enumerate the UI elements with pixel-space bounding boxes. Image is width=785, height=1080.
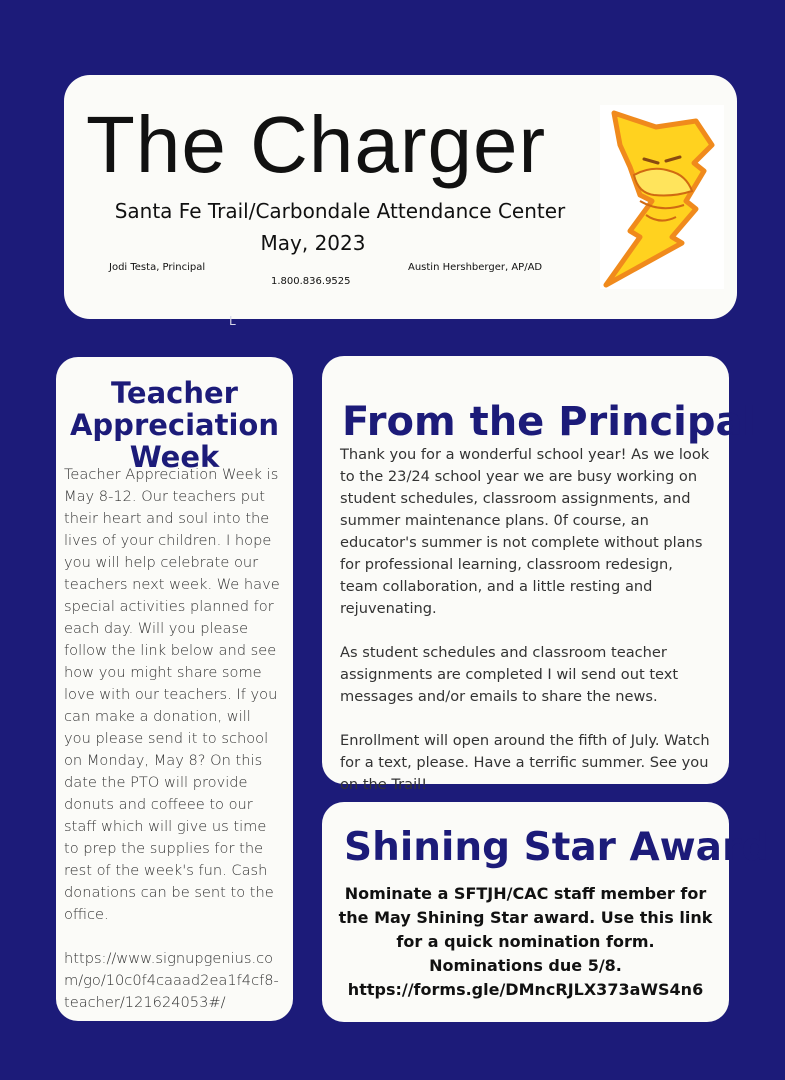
principal-message-card: [322, 356, 757, 793]
shining-star-card: [322, 802, 770, 1022]
school-name: Santa Fe Trail/Carbondale Attendance Center: [114, 199, 566, 223]
text-line: Nominations due 5/8.: [429, 956, 622, 975]
teacher-appreciation-heading: [56, 377, 293, 473]
newsletter-title: The Charger: [86, 100, 547, 189]
text-line: Nominate a SFTJH/CAC staff member for: [344, 884, 707, 903]
principal-name: Jodi Testa, Principal: [109, 262, 206, 273]
phone-number: 1.800.836.9525: [271, 276, 351, 287]
paragraph: Enrollment will open around the fifth of July. Watch for a text, please. Have a terrific summer. See you on the Trail!: [340, 732, 710, 793]
teacher-appreciation-body: Teacher Appreciation Week is May 8-12. Our teachers put their heart and soul into the lives of your children. I hope you will help celebrate our teachers next week. We have special activities planned for each day. Will you please follow the link below and see how you might share some love with our teachers. If you can make a donation, will you please send it to school on Monday, May 8? On this date the PTO will provide donuts and coffeee to our staff which will give us time to prep the supplies for the rest of the week's fun. Cash donations can be sent to the office.: [64, 466, 280, 923]
teacher-appreciation-text: [64, 464, 282, 1014]
issue-date: May, 2023: [260, 231, 366, 255]
heading-line: Week: [129, 440, 220, 474]
stray-mark: ᒪ: [229, 314, 236, 328]
shining-star-text: [332, 882, 719, 1002]
principal-message-text: [340, 444, 715, 818]
shining-star-heading: Shining Star Award: [344, 825, 770, 870]
lightning-bolt-mascot-icon: [600, 105, 724, 289]
teacher-appreciation-card: [56, 357, 293, 1021]
signup-link[interactable]: https://www.signupgenius.com/go/10c0f4caaad2ea1f4cf8-teacher/121624053#/: [64, 950, 279, 1011]
heading-line: Appreciation: [69, 408, 279, 442]
nomination-link[interactable]: https://forms.gle/DMncRJLX373aWS4n6: [347, 980, 704, 999]
text-line: the May Shining Star award. Use this link: [338, 908, 713, 927]
masthead-card: [64, 75, 737, 319]
assistant-principal-name: Austin Hershberger, AP/AD: [408, 262, 543, 273]
paragraph: As student schedules and classroom teacher assignments are completed I wil send out text messages and/or emails to share the news.: [340, 644, 679, 705]
paragraph: Thank you for a wonderful school year! As we look to the 23/24 school year we are busy working on student schedules, classroom assignments, and summer maintenance plans. 0f course, an educator's summer is not complete without plans for professional learning, classroom redesign, team collaboration, and a little resting and rejuvenating.: [340, 446, 710, 617]
text-line: for a quick nomination form.: [396, 932, 655, 951]
principal-message-heading: From the Principal: [342, 399, 757, 445]
heading-line: Teacher: [111, 376, 238, 410]
